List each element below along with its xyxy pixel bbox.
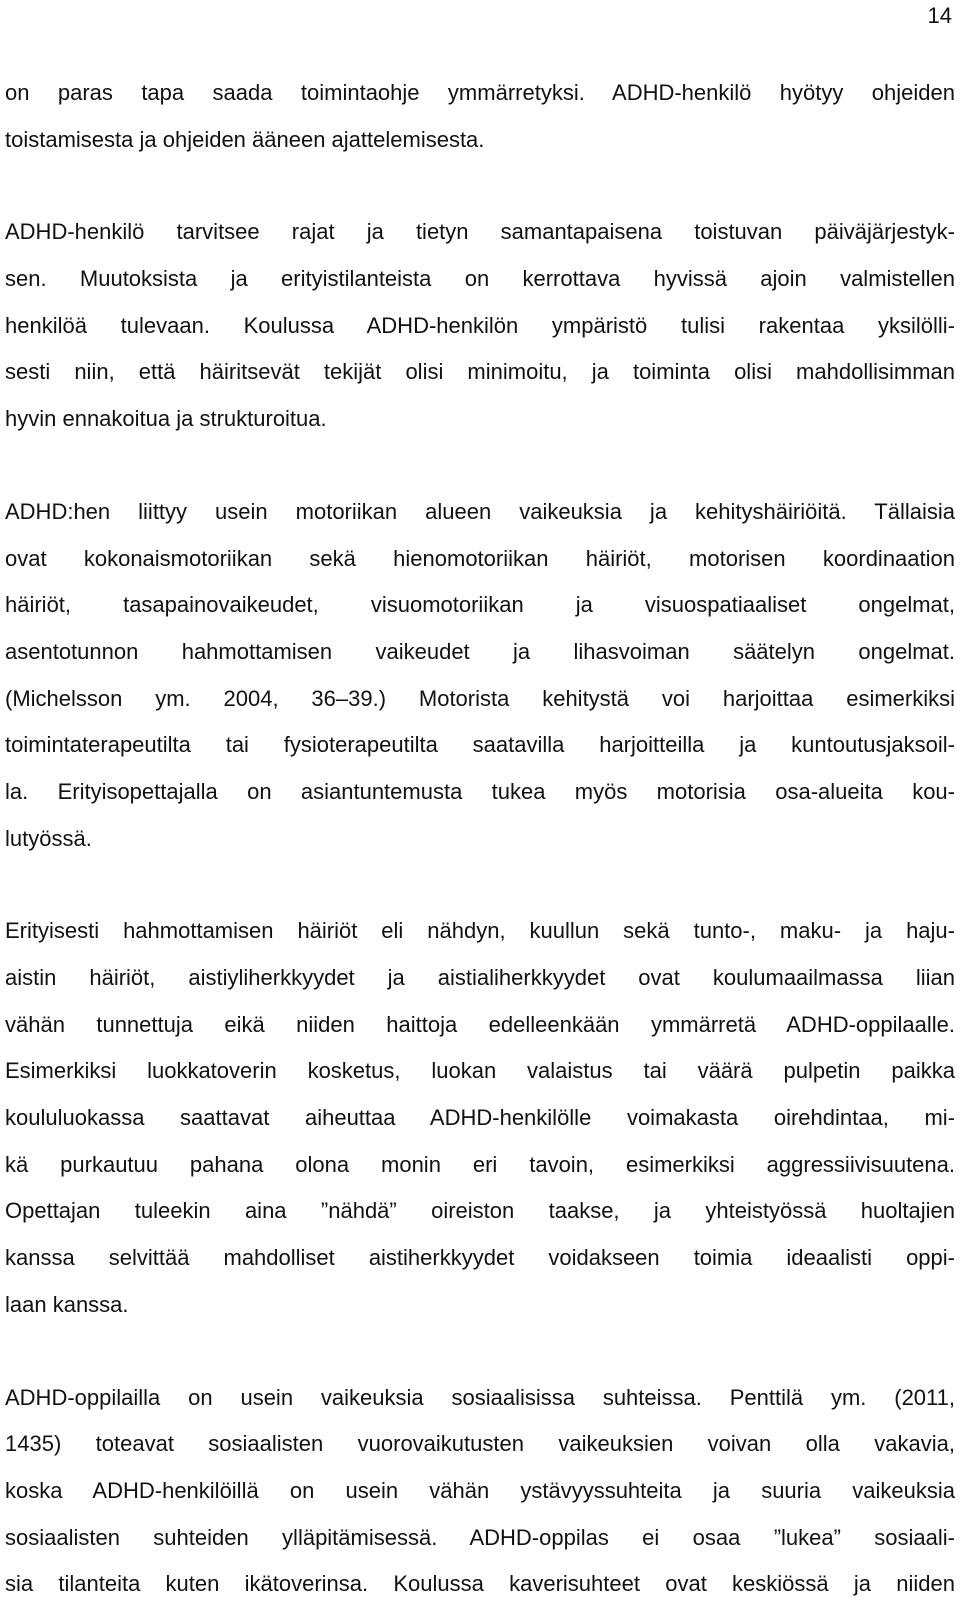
text-line: 1435) toteavat sosiaalisten vuorovaikutusten vaikeuksien voivan olla vakavia, xyxy=(5,1431,955,1457)
text-line: henkilöä tulevaan. Koulussa ADHD-henkilön ympäristö tulisi rakentaa yksilölli- xyxy=(5,312,955,338)
text-line: toistamisesta ja ohjeiden ääneen ajattelemisesta. xyxy=(5,126,485,152)
text-line: ADHD-oppilailla on usein vaikeuksia sosiaalisissa suhteissa. Penttilä ym. (2011, xyxy=(5,1384,955,1410)
text-line: ADHD-henkilö tarvitsee rajat ja tietyn samantapaisena toistuvan päiväjärjestyk- xyxy=(5,219,955,245)
text-line: kä purkautuu pahana olona monin eri tavoin, esimerkiksi aggressiivisuutena. xyxy=(5,1151,955,1177)
text-line: aistin häiriöt, aistiyliherkkyydet ja aistialiherkkyydet ovat koulumaailmassa liian xyxy=(5,965,955,990)
paragraph-social xyxy=(5,1375,955,1608)
text-line: ADHD:hen liittyy usein motoriikan alueen vaikeuksia ja kehityshäiriöitä. Tällaisia xyxy=(5,498,955,524)
text-line: hyvin ennakoitua ja strukturoitua. xyxy=(5,406,327,432)
text-line: vähän tunnettuja eikä niiden haittoja edelleenkään ymmärretä ADHD-oppilaalle. xyxy=(5,1011,955,1037)
paragraph-motor-skills xyxy=(5,489,955,863)
text-line: laan kanssa. xyxy=(5,1291,129,1317)
text-line: Erityisesti hahmottamisen häiriöt eli nähdyn, kuullun sekä tunto-, maku- ja haju- xyxy=(5,918,955,944)
text-line: ovat kokonaismotoriikan sekä hienomotoriikan häiriöt, motorisen koordinaation xyxy=(5,545,955,571)
text-line: häiriöt, tasapainovaikeudet, visuomotoriikan ja visuospatiaaliset ongelmat, xyxy=(5,592,955,618)
text-line: sen. Muutoksista ja erityistilanteista on kerrottava hyvissä ajoin valmistellen xyxy=(5,266,955,292)
text-line: sosiaalisten suhteiden ylläpitämisessä. ADHD-oppilas ei osaa ”lukea” sosiaali- xyxy=(5,1524,955,1550)
text-line: (Michelsson ym. 2004, 36–39.) Motorista kehitystä voi harjoittaa esimerkiksi xyxy=(5,685,955,711)
text-line: asentotunnon hahmottamisen vaikeudet ja lihasvoiman säätelyn ongelmat. xyxy=(5,638,955,664)
document-body xyxy=(5,70,955,1608)
text-line: on paras tapa saada toimintaohje ymmärretyksi. ADHD-henkilö hyötyy ohjeiden xyxy=(5,80,955,105)
text-line: koska ADHD-henkilöillä on usein vähän ystävyyssuhteita ja suuria vaikeuksia xyxy=(5,1477,955,1503)
text-line: Opettajan tuleekin aina ”nähdä” oireiston taakse, ja yhteistyössä huoltajien xyxy=(5,1198,955,1224)
text-line: la. Erityisopettajalla on asiantuntemusta tukea myös motorisia osa-alueita kou- xyxy=(5,778,955,804)
page-number: 14 xyxy=(927,3,952,28)
paragraph-instructions xyxy=(5,70,955,163)
text-line: sesti niin, että häiritsevät tekijät olisi minimoitu, ja toiminta olisi mahdollisimman xyxy=(5,359,955,385)
text-line: koululuokassa saattavat aiheuttaa ADHD-henkilölle voimakasta oirehdintaa, mi- xyxy=(5,1105,955,1131)
paragraph-perception xyxy=(5,908,955,1328)
text-line: toimintaterapeutilta tai fysioterapeutilta saatavilla harjoitteilla ja kuntoutusjaksoil- xyxy=(5,732,955,758)
text-line: lutyössä. xyxy=(5,825,92,851)
text-line: sia tilanteita kuten ikätoverinsa. Koulussa kaverisuhteet ovat keskiössä ja niiden xyxy=(5,1571,955,1597)
text-line: Esimerkiksi luokkatoverin kosketus, luokan valaistus tai väärä pulpetin paikka xyxy=(5,1058,955,1084)
paragraph-routines xyxy=(5,209,955,442)
text-line: kanssa selvittää mahdolliset aistiherkkyydet voidakseen toimia ideaalisti oppi- xyxy=(5,1245,955,1271)
